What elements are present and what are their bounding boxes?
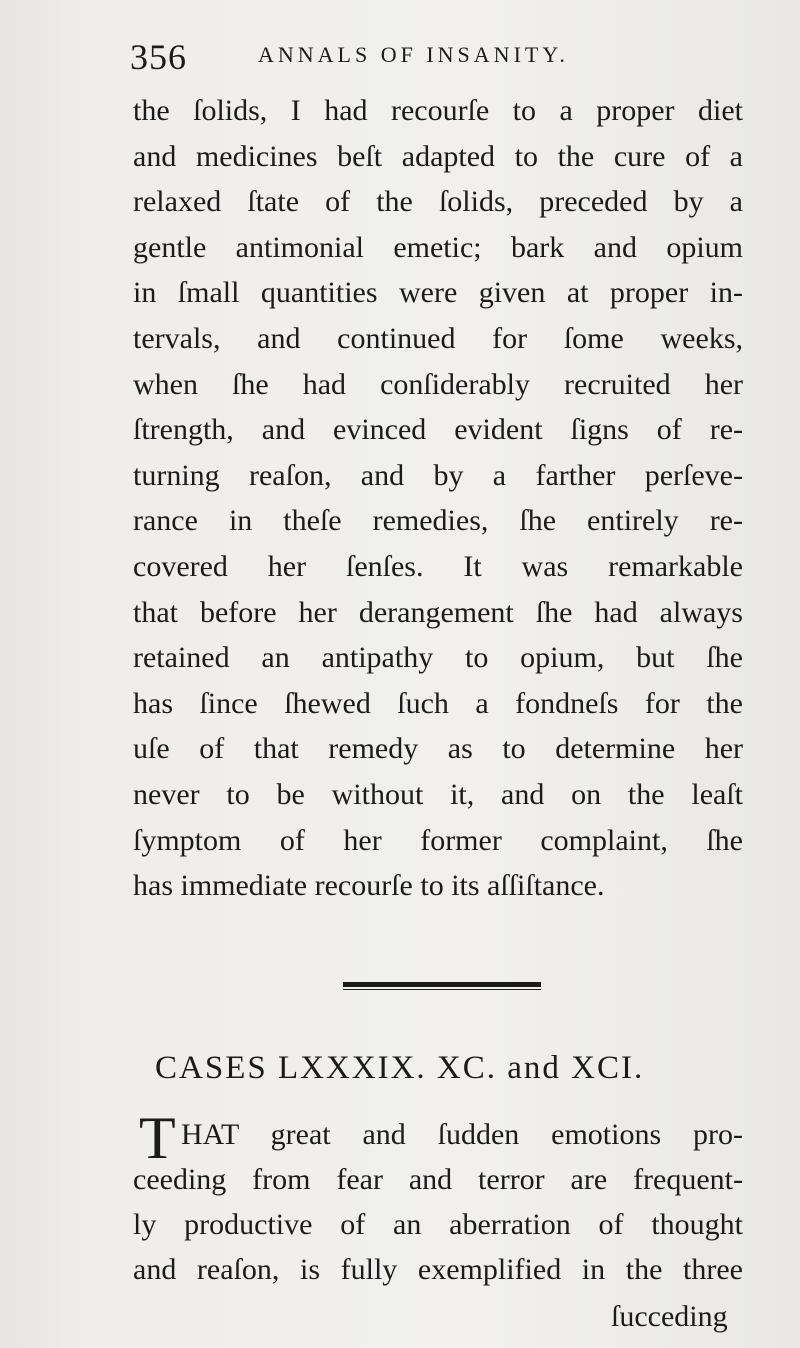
text-line: rance in theſe remedies, ſhe entirely re- (133, 504, 743, 538)
text-line: that before her derangement ſhe had always (133, 595, 743, 629)
case-paragraph (133, 1105, 743, 1292)
text-line: the ſolids, I had recourſe to a proper diet (133, 94, 743, 127)
text-line: turning reaſon, and by a farther perſeve- (133, 458, 743, 492)
text-line: and reaſon, is fully exemplified in the three (133, 1253, 743, 1286)
section-divider-rule (343, 982, 541, 987)
text-line: has immediate recourſe to its aſſiſtance. (133, 869, 605, 903)
text-line: has ſince ſhewed ſuch a fondneſs for the (133, 686, 743, 720)
text-line: ceeding from fear and terror are frequent- (133, 1163, 743, 1196)
page-header (130, 36, 742, 76)
running-head: ANNALS OF INSANITY. (258, 42, 569, 67)
text-line: gentle antimonial emetic; bark and opium (133, 230, 743, 264)
page-number: 356 (130, 37, 187, 77)
catchword: ſucceding (611, 1300, 728, 1333)
text-line: tervals, and continued for ſome weeks, (133, 321, 743, 355)
text-line: ſtrength, and evinced evident ſigns of re- (133, 413, 743, 447)
text-line: uſe of that remedy as to determine her (133, 732, 743, 766)
case-heading: CASES LXXXIX. XC. and XCI. (155, 1050, 645, 1086)
text-line: ſymptom of her former complaint, ſhe (133, 823, 743, 857)
text-line: never to be without it, and on the leaſt (133, 777, 743, 811)
text-line: in ſmall quantities were given at proper in- (133, 276, 743, 310)
text-line: relaxed ſtate of the ſolids, preceded by a (133, 185, 743, 219)
text-line: ly productive of an aberration of thought (133, 1208, 743, 1241)
text-line: covered her ſenſes. It was remarkable (133, 549, 743, 583)
text-line: HAT great and ſudden emotions pro- (181, 1118, 743, 1151)
drop-cap: T (139, 1105, 176, 1171)
body-paragraph (133, 88, 743, 909)
text-line: when ſhe had conſiderably recruited her (133, 367, 743, 401)
text-line: retained an antipathy to opium, but ſhe (133, 641, 743, 675)
text-line: and medicines beſt adapted to the cure of a (133, 139, 743, 173)
